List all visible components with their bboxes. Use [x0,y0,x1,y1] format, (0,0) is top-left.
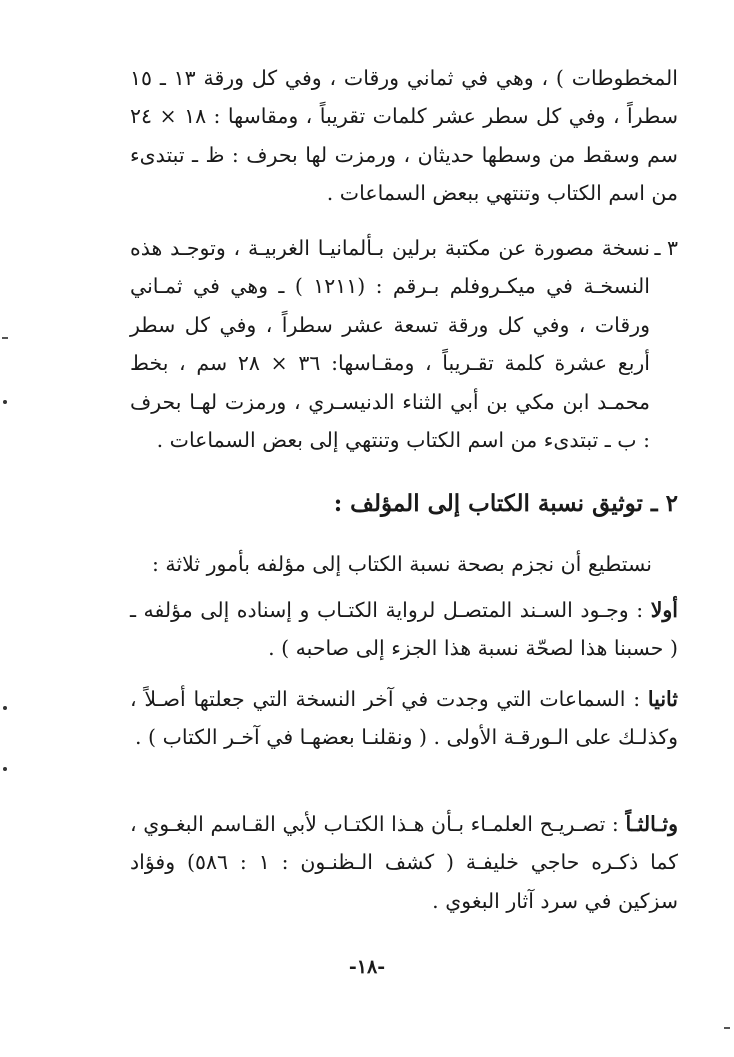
third-point-label: وثـالثـاً [625,812,678,836]
page-number: -١٨- [348,956,386,978]
paragraph-manuscript-description [130,59,678,213]
paragraph-second-point [130,680,678,757]
first-point-label: أولا [650,598,678,622]
second-point-text: : السماعات التي وجدت في آخر النسخة التي جعلتها أصـلاً ، وكذلـك على الـورقـة الأولى . ( ونقلنـا بعضهـا في آخـر الكتاب ) . [130,687,678,750]
scan-margin-mark [724,1027,730,1029]
list-item-number: ٣ ـ [654,236,678,260]
scan-margin-mark [3,400,7,404]
paragraph-first-point [130,591,678,668]
third-point-text: : تصـريـح العلمـاء بـأن هـذا الكتـاب لأبي القـاسم البغـوي ، كما ذكـره حاجي خليفـة ( كشف الـظنـون : ١ : ٥٨٦) وفؤاد سزكين في سرد آثار البغوي . [130,812,678,913]
list-item-text: نسخة مصورة عن مكتبة برلين بـألمانيـا الغربيـة ، وتوجـد هذه النسخـة في ميكـروفلم بـرقم : (١٢١١ ) ـ وهي في ثمـاني ورقات ، وفي كل ورقة تسعة عشر سطراً ، وفي كل سطر أربع عشرة كلمة تقـريباً ، ومقـاسها: ٣٦ × ٢٨ سم ، بخط محمـد ابن مكي بن أبي الثناء الدنيسـري ، ورمزت لهـا بحرف : ب ـ تبتدىء من اسم الكتاب وتنتهي إلى بعض السماعات . [130,236,650,453]
paragraph-intro: نستطيع أن نجزم بصحة نسبة الكتاب إلى مؤلفه بأمور ثلاثة : [152,552,652,576]
paragraph-text: المخطوطات ) ، وهي في ثماني ورقات ، وفي كل ورقة ١٣ ـ ١٥ سطراً ، وفي كل سطر عشر كلمات تقريباً ، ومقاسها : ١٨ × ٢٤ سم وسقط من وسطها حديثان ، ورمزت لها بحرف : ظ ـ تبتدىء من اسم الكتاب وتنتهي ببعض السماعات . [130,66,678,206]
scan-margin-mark [3,706,7,710]
first-point-text: : وجـود السـند المتصـل لرواية الكتـاب و إسناده إلى مؤلفه ـ ( حسبنا هذا لصحّة نسبة هذا الجزء إلى صاحبه ) . [130,598,678,661]
section-heading: ٢ ـ توثيق نسبة الكتاب إلى المؤلف : [333,490,678,517]
list-item-manuscript-3 [130,229,678,459]
second-point-label: ثانيا [647,687,678,711]
paragraph-third-point [130,805,678,920]
scan-margin-mark [3,767,7,771]
scan-margin-mark [2,337,8,339]
